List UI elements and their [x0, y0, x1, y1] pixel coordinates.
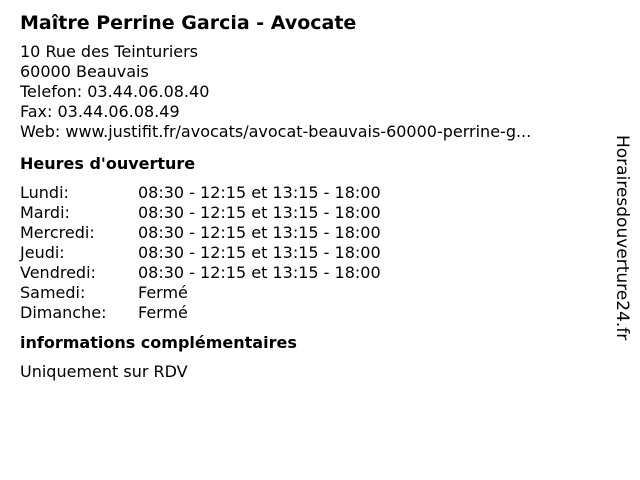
day-label: Mardi: — [20, 203, 70, 222]
opening-hours-heading: Heures d'ouverture — [20, 154, 196, 173]
phone-number: Telefon: 03.44.06.08.40 — [20, 82, 210, 101]
time-value: Fermé — [138, 283, 188, 302]
opening-hours-section — [20, 153, 610, 323]
hours-row-friday — [20, 263, 610, 283]
time-value: 08:30 - 12:15 et 13:15 - 18:00 — [138, 263, 381, 282]
time-value: 08:30 - 12:15 et 13:15 - 18:00 — [138, 223, 381, 242]
time-value: 08:30 - 12:15 et 13:15 - 18:00 — [138, 243, 381, 262]
additional-info-section — [20, 332, 610, 382]
day-label: Lundi: — [20, 183, 69, 202]
opening-hours-table — [20, 183, 610, 323]
day-label: Mercredi: — [20, 223, 95, 242]
day-label: Jeudi: — [20, 243, 65, 262]
hours-row-monday — [20, 183, 610, 203]
page-title: Maître Perrine Garcia - Avocate — [20, 12, 357, 34]
hours-row-thursday — [20, 243, 610, 263]
time-value: Fermé — [138, 303, 188, 322]
day-label: Vendredi: — [20, 263, 96, 282]
business-card — [20, 10, 610, 382]
address-street: 10 Rue des Teinturiers — [20, 42, 199, 61]
time-value: 08:30 - 12:15 et 13:15 - 18:00 — [138, 183, 381, 202]
additional-info-heading: informations complémentaires — [20, 333, 297, 352]
fax-number: Fax: 03.44.06.08.49 — [20, 102, 180, 121]
address-city: 60000 Beauvais — [20, 62, 149, 81]
hours-row-sunday — [20, 303, 610, 323]
hours-row-saturday — [20, 283, 610, 303]
hours-row-tuesday — [20, 203, 610, 223]
website-link[interactable]: Web: www.justifit.fr/avocats/avocat-beauvais-60000-perrine-g... — [20, 122, 532, 141]
day-label: Samedi: — [20, 283, 86, 302]
hours-row-wednesday — [20, 223, 610, 243]
brand-watermark: Horairesdouverture24.fr — [612, 135, 632, 341]
day-label: Dimanche: — [20, 303, 107, 322]
time-value: 08:30 - 12:15 et 13:15 - 18:00 — [138, 203, 381, 222]
additional-info-text: Uniquement sur RDV — [20, 362, 188, 381]
